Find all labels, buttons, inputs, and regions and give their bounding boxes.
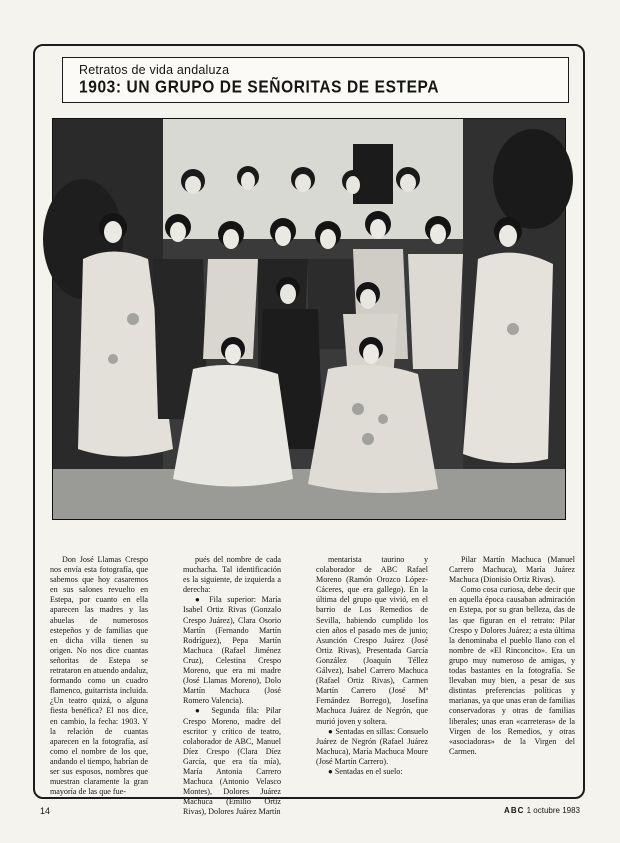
group-portrait-photo	[52, 118, 566, 520]
page-number: 14	[40, 806, 51, 816]
paragraph: ● Fila superior: María Isabel Ortiz Rivas (Gonzalo Crespo Juárez), Clara Osorio Martín (Fernando Martín Rodríguez), Pepa Martín Machuca (Rafael Jiménez Cruz), Celestina Crespo Moreno, que era mi madre (José Llamas Moreno), Dolo Martín Machuca (José Romero Valencia).	[183, 595, 281, 706]
page-footer	[504, 806, 580, 815]
paragraph: ● Sentadas en sillas: Consuelo Juárez de Negrón (Rafael Juárez Machuca), María Machuca Moure (José Martín Carrero).	[316, 726, 428, 766]
paragraph: pués del nombre de cada muchacha. Tal identificación es la siguiente, de izquierda a derecha:	[183, 555, 281, 595]
article-column-3	[316, 555, 428, 780]
paragraph: ● Sentadas en el suelo:	[328, 766, 403, 776]
article-column-1	[50, 555, 148, 797]
article-header	[62, 57, 569, 103]
paragraph: Don José Llamas Crespo nos envía esta fotografía, que sabemos que hoy casaremos en sus salones revuelto en Estepa, por cuanto en ella aparecen las madres y las abuelas de numerosos estepeños y de familias que en dicha villa tienen su origen. No nos dice cuantas señoritas de Estepa se retrataron en atuendo andaluz, formando como un cuadro flamenco, guitarrista incluida. ¿Un teatro quizá, o alguna fiesta benéfica? El nos dice, en cambio, la fecha: 1903. Y la relación de cuantas aparecen en la fotografía, así como el nombre de los que, andando el tiempo, habrían de ser sus esposos, nombres que muestran claramente la gran mayoría de las que fue-	[50, 555, 148, 797]
brand-name: ABC	[504, 806, 525, 815]
paragraph: ● Segunda fila: Pilar Crespo Moreno, madre del escritor y crítico de teatro, colaborador de ABC, Manuel Díez Crespo (Clara Díez García, que era tía mía), María Antonia Carrero Machuca (Antonio Velasco Montes), Dolores Juárez Machuca (Emilio Ortiz Rivas), Dolores Juárez Martín	[183, 706, 281, 817]
article-column-4	[449, 555, 575, 780]
paragraph: Como cosa curiosa, debe decir que en aquella época causaban admiración en Estepa, por su gran belleza, das de las que figuran en el retrato: Pilar Crespo y Dolores Juárez; a esta última la denominaba el pueblo llano con el nombre de «El Rinconcito». Era un grupo muy numeroso de amigas, y todas bastantes en la fotografía. Se llevaban muy bien, a pesar de sus distintas preferencias políticas y marianas, ya que unas eran de familias conservadoras y otras de familias liberales; unas eran «carreteras» de la Virgen de los Remedios, y otras «asociadoras» de la Virgen del Carmen.	[449, 585, 575, 756]
paragraph: mentarista taurino y colaborador de ABC Rafael Moreno (Ramón Orozco López-Cáceres, que era gallego). En la última del grupo que vivió, en el barrio de Los Remedios de Sevilla, habiendo cumplido los cien años el pasado mes de junio; Asunción Crespo Juárez (José Ortiz Rivas), Presentada García González (Joaquín Téllez Gálvez), Isabel Carrero Machuca (Rafael Ortiz Rivas), Carmen Martín Carrero (José Mª Fernández Borrego), Josefina Machuca Juárez de Negrón, que murió joven y soltera.	[316, 555, 428, 726]
article-headline: 1903: UN GRUPO DE SEÑORITAS DE ESTEPA	[79, 78, 440, 98]
article-kicker: Retratos de vida andaluza	[79, 63, 230, 77]
group-portrait-photo-icon	[53, 119, 565, 519]
article-column-2	[183, 555, 281, 817]
issue-date: 1 octubre 1983	[526, 806, 580, 815]
paragraph: Pilar Martín Machuca (Manuel Carrero Machuca), María Juárez Machuca (Dionisio Ortiz Rivas).	[449, 555, 575, 585]
